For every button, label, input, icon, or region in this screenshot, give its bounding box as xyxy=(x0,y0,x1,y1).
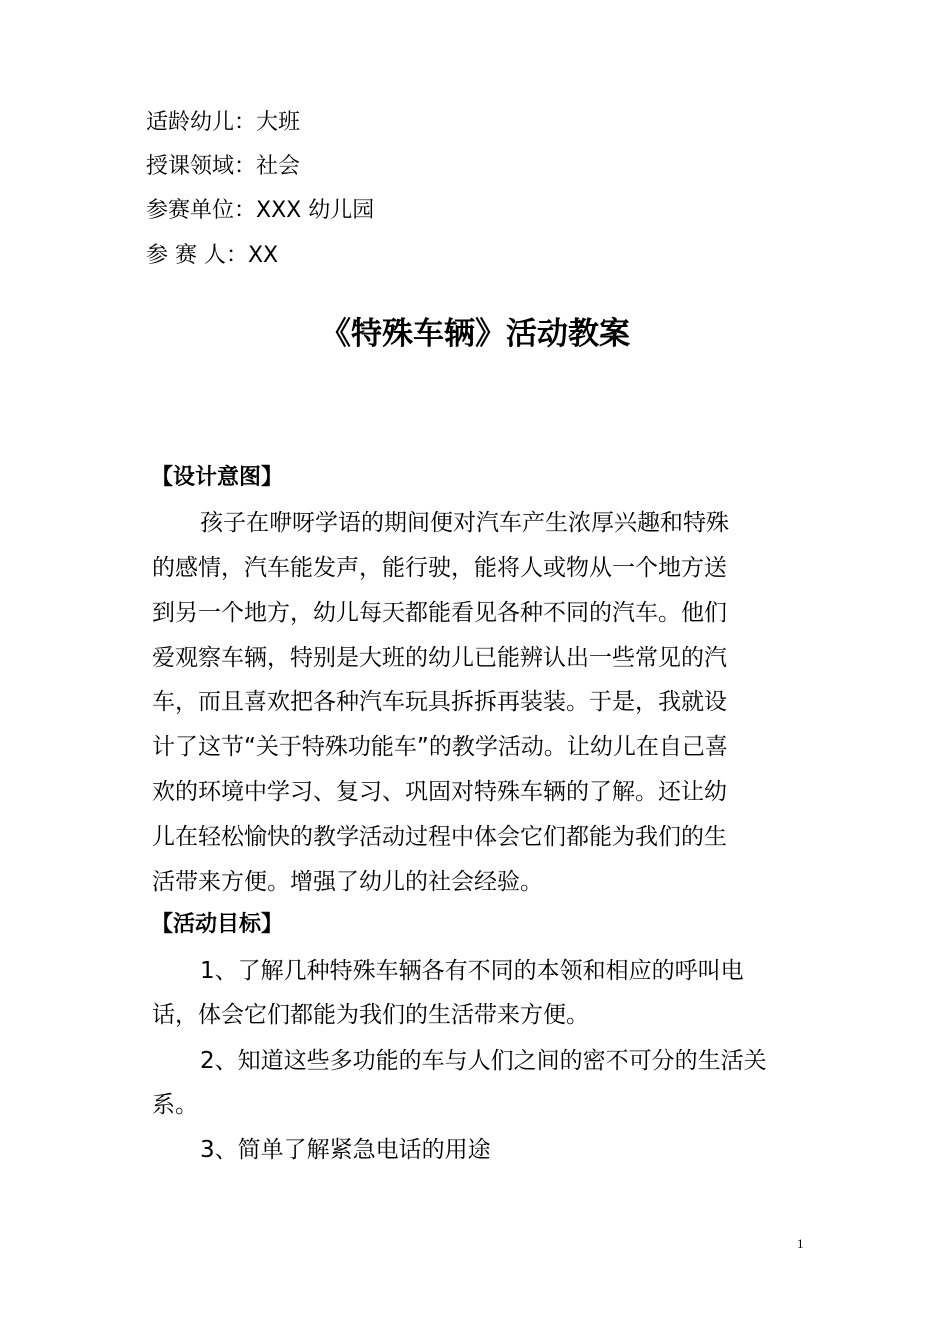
design-intent-line: 到另一个地方，幼儿每天都能看见各种不同的汽车。他们 xyxy=(152,600,727,626)
goal-item-2-continued: 系。 xyxy=(152,1092,198,1118)
design-intent-line: 爱观察车辆，特别是大班的幼儿已能辨认出一些常见的汽 xyxy=(152,645,727,671)
design-intent-line: 欢的环境中学习、复习、巩固对特殊车辆的了解。还让幼 xyxy=(152,779,727,805)
meta-age-group: 适龄幼儿：大班 xyxy=(146,110,301,135)
goal-item-1: 1、了解几种特殊车辆各有不同的本领和相应的呼叫电 xyxy=(200,958,744,984)
section-heading-goals: 【活动目标】 xyxy=(151,912,284,937)
meta-participant: 参 赛 人：XX xyxy=(146,243,279,268)
meta-unit: 参赛单位：XXX 幼儿园 xyxy=(146,198,375,223)
design-intent-line: 的感情，汽车能发声，能行驶，能将人或物从一个地方送 xyxy=(152,555,727,581)
design-intent-line: 活带来方便。增强了幼儿的社会经验。 xyxy=(152,869,543,895)
design-intent-line: 计了这节“关于特殊功能车”的教学活动。让幼儿在自己喜 xyxy=(152,734,728,760)
design-intent-line: 车，而且喜欢把各种汽车玩具拆拆再装装。于是，我就设 xyxy=(152,689,727,715)
goal-item-3: 3、简单了解紧急电话的用途 xyxy=(200,1137,491,1163)
meta-domain: 授课领域：社会 xyxy=(146,154,301,179)
section-heading-design-intent: 【设计意图】 xyxy=(151,465,284,490)
goal-item-1-continued: 话，体会它们都能为我们的生活带来方便。 xyxy=(152,1002,589,1028)
design-intent-line: 孩子在咿呀学语的期间便对汽车产生浓厚兴趣和特殊 xyxy=(200,510,729,536)
goal-item-2: 2、知道这些多功能的车与人们之间的密不可分的生活关 xyxy=(200,1048,767,1074)
design-intent-line: 儿在轻松愉快的教学活动过程中体会它们都能为我们的生 xyxy=(152,824,727,850)
page-number: 1 xyxy=(797,1236,804,1251)
page-title: 《特殊车辆》活动教案 xyxy=(320,316,630,352)
